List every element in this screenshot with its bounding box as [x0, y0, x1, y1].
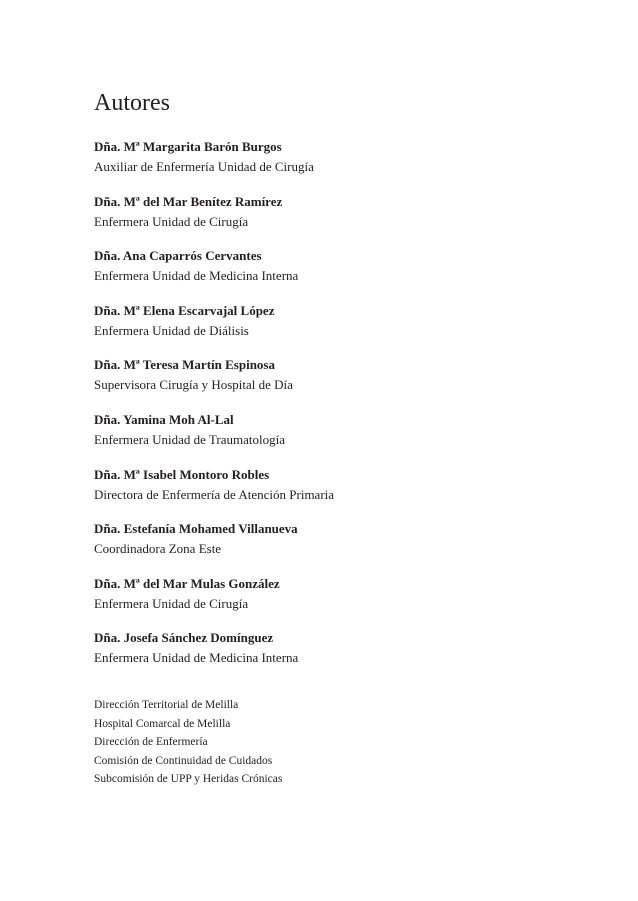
- author-role: Enfermera Unidad de Diálisis: [94, 322, 249, 338]
- author-entry: [94, 246, 334, 301]
- author-entry: [94, 410, 334, 465]
- author-role: Supervisora Cirugía y Hospital de Día: [94, 377, 293, 393]
- author-role: Enfermera Unidad de Cirugía: [94, 595, 249, 611]
- author-entry: [94, 301, 334, 356]
- author-name: Dña. Mª del Mar Benítez Ramírez: [94, 193, 283, 209]
- author-entry: [94, 465, 334, 520]
- author-role: Enfermera Unidad de Medicina Interna: [94, 650, 299, 666]
- author-role: Enfermera Unidad de Medicina Interna: [94, 268, 299, 284]
- institution-line: Hospital Comarcal de Melilla: [94, 717, 231, 730]
- author-entry: [94, 519, 334, 574]
- page-title: Autores: [94, 90, 170, 116]
- author-name: Dña. Josefa Sánchez Domínguez: [94, 630, 274, 646]
- institutions-list: [94, 696, 282, 789]
- author-role: Enfermera Unidad de Cirugía: [94, 213, 249, 229]
- author-name: Dña. Mª Teresa Martín Espinosa: [94, 357, 275, 373]
- author-name: Dña. Ana Caparrós Cervantes: [94, 248, 262, 264]
- institution-line: Subcomisión de UPP y Heridas Crónicas: [94, 773, 283, 785]
- author-name: Dña. Mª del Mar Mulas González: [94, 575, 280, 591]
- author-role: Enfermera Unidad de Traumatología: [94, 431, 285, 447]
- author-name: Dña. Yamina Moh Al-Lal: [94, 411, 234, 427]
- author-entry: [94, 355, 334, 410]
- author-entry: [94, 574, 334, 629]
- author-entry: [94, 628, 334, 683]
- author-role: Coordinadora Zona Este: [94, 541, 222, 557]
- author-role: Auxiliar de Enfermería Unidad de Cirugía: [94, 159, 314, 174]
- institution-line: Comisión de Continuidad de Cuidados: [94, 754, 273, 767]
- institution-line: Dirección Territorial de Melilla: [94, 699, 239, 711]
- author-entry: [94, 192, 334, 247]
- authors-list: [94, 137, 334, 683]
- author-name: Dña. Mª Margarita Barón Burgos: [94, 139, 282, 154]
- author-entry: [94, 137, 334, 192]
- author-name: Dña. Mª Elena Escarvajal López: [94, 302, 275, 318]
- author-name: Dña. Estefanía Mohamed Villanueva: [94, 521, 298, 537]
- author-role: Directora de Enfermería de Atención Primaria: [94, 486, 335, 502]
- author-name: Dña. Mª Isabel Montoro Robles: [94, 466, 270, 482]
- institution-line: Dirección de Enfermería: [94, 736, 208, 748]
